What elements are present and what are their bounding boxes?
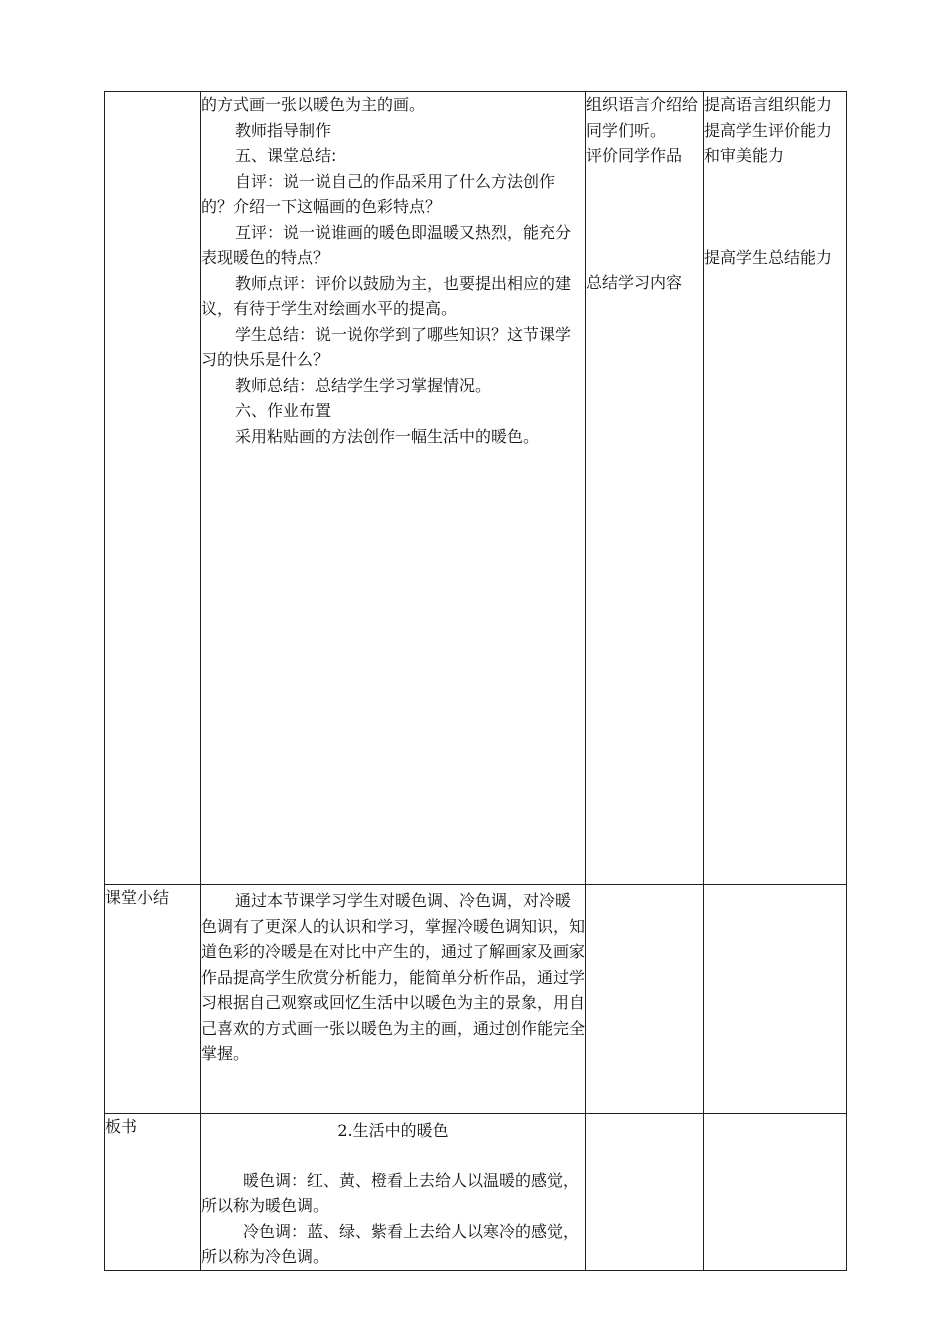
content-line: 互评：说一说谁画的暖色即温暖又热烈，能充分表现暖色的特点？ [201, 222, 572, 267]
summary-empty-cell [586, 885, 704, 1114]
summary-empty-cell [704, 885, 847, 1114]
student-activity-cell [586, 92, 704, 885]
content-line: 的方式画一张以暖色为主的画。 [201, 95, 426, 114]
design-intent-cell [704, 92, 847, 885]
board-cool-line: 冷色调：蓝、绿、紫看上去给人以寒冷的感觉，所以称为冷色调。 [201, 1221, 580, 1266]
teaching-content-cell [201, 92, 586, 885]
board-empty-cell [586, 1114, 704, 1271]
content-line: 自评：说一说自己的作品采用了什么方法创作的？介绍一下这幅画的色彩特点？ [201, 171, 556, 216]
design-intent-line: 提高学生评价能力和审美能力 [704, 120, 833, 165]
content-line: 学生总结：说一说你学到了哪些知识？这节课学习的快乐是什么？ [201, 324, 572, 369]
summary-text-cell [201, 885, 586, 1114]
summary-text: 通过本节课学习学生对暖色调、冷色调，对冷暖色调有了更深人的认识和学习，掌握冷暖色调知识，知道色彩的冷暖是在对比中产生的，通过了解画家及画家作品提高学生欣赏分析能力，能简单分析作品，通过学习根据自己观察或回忆生活中以暖色为主的景象，用自己喜欢的方式画一张以暖色为主的画，通过创作能完全掌握。 [201, 891, 586, 1063]
content-line: 教师指导制作 [235, 120, 332, 140]
student-activity-line: 组织语言介绍给同学们听。 [586, 95, 699, 140]
board-content-cell [201, 1114, 586, 1271]
board-warm-line: 暖色调：红、黄、橙看上去给人以温暖的感觉，所以称为暖色调。 [201, 1170, 580, 1215]
board-row [105, 1114, 847, 1271]
content-line: 五、课堂总结: [235, 146, 337, 165]
student-activity-line: 评价同学作品 [586, 146, 683, 165]
content-line: 六、作业布置 [235, 401, 332, 420]
board-label: 板书 [105, 1114, 201, 1271]
teaching-process-row [105, 92, 847, 885]
lesson-plan-table [104, 91, 847, 1271]
student-activity-line: 总结学习内容 [586, 272, 683, 292]
content-line: 采用粘贴画的方法创作一幅生活中的暖色。 [235, 426, 540, 446]
board-title: 2.生活中的暖色 [337, 1121, 449, 1140]
summary-row [105, 885, 847, 1114]
empty-label-cell [105, 92, 201, 885]
content-line: 教师点评：评价以鼓励为主，也要提出相应的建议，有待于学生对绘画水平的提高。 [201, 273, 572, 318]
content-line: 教师总结：总结学生学习掌握情况。 [235, 375, 492, 395]
design-intent-line: 提高语言组织能力 [704, 95, 833, 114]
board-empty-cell [704, 1114, 847, 1271]
design-intent-line: 提高学生总结能力 [704, 247, 833, 267]
summary-label: 课堂小结 [105, 885, 201, 1114]
